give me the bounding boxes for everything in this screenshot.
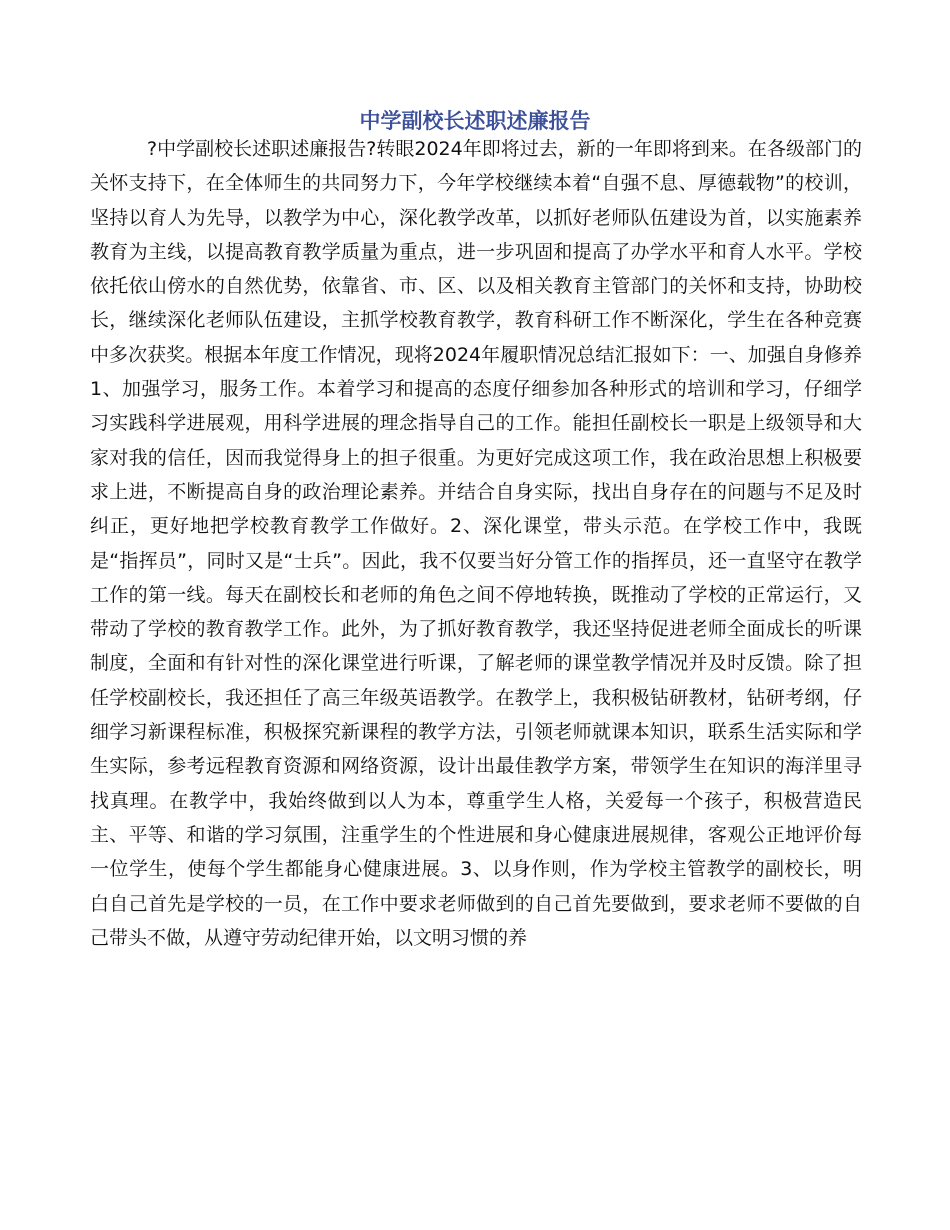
document-title: 中学副校长述职述廉报告 (359, 109, 591, 133)
document-body-paragraph: ?中学副校长述职述廉报告?转眼2024年即将过去，新的一年即将到来。在各级部门的关怀支持下，在全体师生的共同努力下，今年学校继续本着“自强不息、厚德载物”的校训，坚持以育人为先导，以教学为中心，深化教学改革，以抓好老师队伍建设为首，以实施素养教育为主线，以提高教育教学质量为重点，进一步巩固和提高了办学水平和育人水平。学校依托依山傍水的自然优势，依靠省、市、区、以及相关教育主管部门的关怀和支持，协助校长，继续深化老师队伍建设，主抓学校教育教学，教育科研工作不断深化，学生在各种竞赛中多次获奖。根据本年度工作情况，现将2024年履职情况总结汇报如下：一、加强自身修养 1、加强学习，服务工作。本着学习和提高的态度仔细参加各种形式的培训和学习，仔细学习实践科学进展观，用科学进展的理念指导自己的工作。能担任副校长一职是上级领导和大家对我的信任，因而我觉得身上的担子很重。为更好完成这项工作，我在政治思想上积极要求上进，不断提高自身的政治理论素养。并结合自身实际，找出自身存在的问题与不足及时纠正，更好地把学校教育教学工作做好。2、深化课堂，带头示范。在学校工作中，我既是“指挥员”，同时又是“士兵”。因此，我不仅要当好分管工作的指挥员，还一直坚守在教学工作的第一线。每天在副校长和老师的角色之间不停地转换，既推动了学校的正常运行，又带动了学校的教育教学工作。此外，为了抓好教育教学，我还坚持促进老师全面成长的听课制度，全面和有针对性的深化课堂进行听课，了解老师的课堂教学情况并及时反馈。除了担任学校副校长，我还担任了高三年级英语教学。在教学上，我积极钻研教材，钻研考纲，仔细学习新课程标准，积极探究新课程的教学方法，引领老师就课本知识，联系生活实际和学生实际，参考远程教育资源和网络资源，设计出最佳教学方案，带领学生在知识的海洋里寻找真理。在教学中，我始终做到以人为本，尊重学生人格，关爱每一个孩子，积极营造民主、平等、和谐的学习氛围，注重学生的个性进展和身心健康进展规律，客观公正地评价每一位学生，使每个学生都能身心健康进展。3、以身作则，作为学校主管教学的副校长，明白自己首先是学校的一员，在工作中要求老师做到的自己首先要做到，要求老师不要做的自己带头不做，从遵守劳动纪律开始，以文明习惯的养 (90, 138, 862, 949)
